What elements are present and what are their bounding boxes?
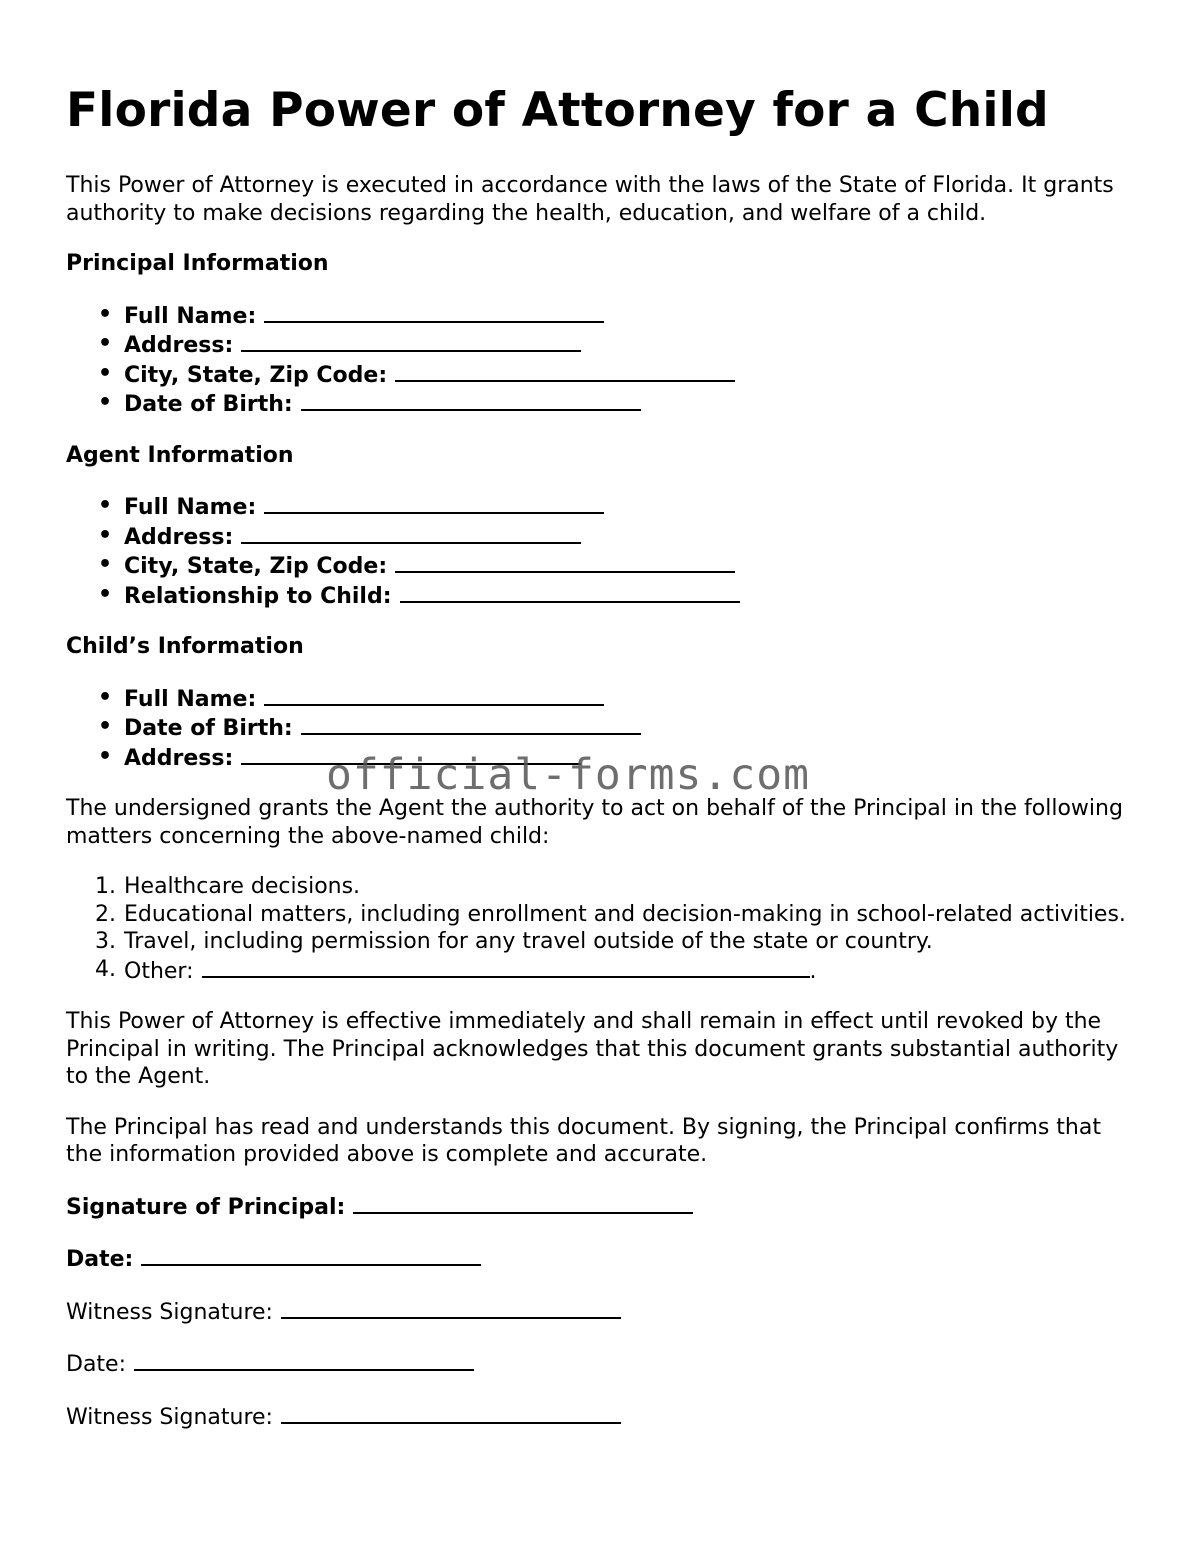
- bullet-icon: •: [98, 360, 113, 386]
- power-text: Other:: [124, 958, 194, 984]
- bullet-icon: •: [98, 301, 113, 327]
- principal-address-field: [66, 330, 1136, 360]
- acknowledge-paragraph: The Principal has read and understands this document. By signing, the Principal confirms that the information provided above is complete and accurate.: [66, 1114, 1101, 1167]
- child-fields-list: [66, 684, 1136, 773]
- agent-section-heading: Agent Information: [66, 442, 294, 468]
- field-label: Relationship to Child:: [124, 583, 392, 609]
- fill-in-line[interactable]: [264, 301, 604, 323]
- power-text: Healthcare decisions.: [124, 874, 361, 899]
- field-label: Full Name:: [124, 303, 257, 329]
- field-label: Full Name:: [124, 495, 257, 520]
- date-label: Date:: [66, 1247, 134, 1272]
- fill-in-line[interactable]: [241, 330, 581, 352]
- child-full-name-field: [66, 684, 1136, 714]
- field-label: Date of Birth:: [124, 392, 293, 417]
- bullet-icon: •: [98, 743, 113, 769]
- principal-fields-list: [66, 301, 1136, 419]
- fill-in-line[interactable]: [400, 581, 740, 603]
- bullet-icon: •: [98, 552, 113, 577]
- principal-date-of-birth-field: [66, 389, 1136, 419]
- field-label: Date of Birth:: [124, 716, 293, 741]
- agent-full-name-field: [66, 492, 1136, 522]
- bullet-icon: •: [98, 684, 113, 710]
- fill-in-line[interactable]: [202, 956, 810, 978]
- bullet-icon: •: [98, 390, 113, 415]
- signature-blank[interactable]: [353, 1192, 693, 1214]
- principal-signature-line: [66, 1192, 1136, 1222]
- list-number: 2.: [95, 901, 116, 927]
- principal-date-line: [66, 1244, 1136, 1274]
- field-label: Full Name:: [124, 686, 257, 712]
- signature-label: Witness Signature:: [66, 1299, 273, 1325]
- power-item-healthcare: [66, 873, 1136, 901]
- fill-in-line[interactable]: [241, 743, 581, 765]
- power-text: Travel, including permission for any travel outside of the state or country.: [124, 929, 933, 954]
- signature-label: Witness Signature:: [66, 1404, 273, 1430]
- fill-in-line[interactable]: [301, 713, 641, 735]
- principal-city-state-zip-field: [66, 360, 1136, 390]
- signature-label: Signature of Principal:: [66, 1194, 346, 1220]
- witness1-signature-line: [66, 1297, 1136, 1327]
- bullet-icon: •: [98, 493, 113, 518]
- fill-in-line[interactable]: [241, 522, 581, 544]
- bullet-icon: •: [98, 331, 113, 356]
- list-number: 4.: [95, 956, 116, 982]
- fill-in-line[interactable]: [264, 684, 604, 706]
- list-number: 3.: [95, 929, 116, 954]
- child-date-of-birth-field: [66, 713, 1136, 743]
- bullet-icon: •: [98, 522, 113, 548]
- field-label: City, State, Zip Code:: [124, 362, 388, 388]
- bullet-icon: •: [98, 581, 113, 607]
- date-blank[interactable]: [141, 1244, 481, 1266]
- field-label: Address:: [124, 524, 234, 550]
- date-blank[interactable]: [134, 1349, 474, 1371]
- agent-relationship-field: [66, 581, 1136, 611]
- agent-city-state-zip-field: [66, 551, 1136, 581]
- field-label: Address:: [124, 333, 234, 358]
- fill-in-line[interactable]: [395, 360, 735, 382]
- child-section-heading: Child’s Information: [66, 634, 304, 659]
- date-label: Date:: [66, 1352, 126, 1377]
- field-label: Address:: [124, 745, 234, 771]
- list-number: 1.: [95, 874, 116, 899]
- signature-blank[interactable]: [281, 1402, 621, 1424]
- fill-in-line[interactable]: [395, 551, 735, 573]
- agent-fields-list: [66, 492, 1136, 610]
- child-address-field: [66, 743, 1136, 773]
- power-item-other: [66, 956, 1136, 986]
- signature-blank[interactable]: [281, 1297, 621, 1319]
- power-item-travel: [66, 928, 1136, 956]
- other-suffix: .: [809, 958, 817, 984]
- document-title: Florida Power of Attorney for a Child: [66, 83, 1049, 138]
- watermark-text: official-forms.com: [326, 750, 810, 800]
- power-item-education: [66, 901, 1136, 929]
- document-page: [66, 0, 1136, 1431]
- bullet-icon: •: [98, 714, 113, 739]
- witness-date-line: [66, 1349, 1136, 1379]
- witness2-signature-line: [66, 1402, 1136, 1432]
- grant-paragraph: The undersigned grants the Agent the authority to act on behalf of the Principal in the following matters concerning the above-named child:: [66, 796, 1123, 849]
- principal-full-name-field: [66, 301, 1136, 331]
- agent-address-field: [66, 522, 1136, 552]
- principal-section-heading: Principal Information: [66, 251, 329, 276]
- powers-list: [66, 873, 1136, 985]
- field-label: City, State, Zip Code:: [124, 554, 388, 579]
- power-text: Educational matters, including enrollment and decision-making in school-related activities.: [124, 901, 1126, 927]
- effective-paragraph: This Power of Attorney is effective immediately and shall remain in effect until revoked by the Principal in writing. The Principal acknowledges that this document grants substantial authority to the Agent.: [66, 1009, 1119, 1089]
- intro-paragraph: This Power of Attorney is executed in accordance with the laws of the State of Florida. It grants authority to make decisions regarding the health, education, and welfare of a child.: [66, 173, 1114, 226]
- fill-in-line[interactable]: [264, 492, 604, 514]
- fill-in-line[interactable]: [301, 389, 641, 411]
